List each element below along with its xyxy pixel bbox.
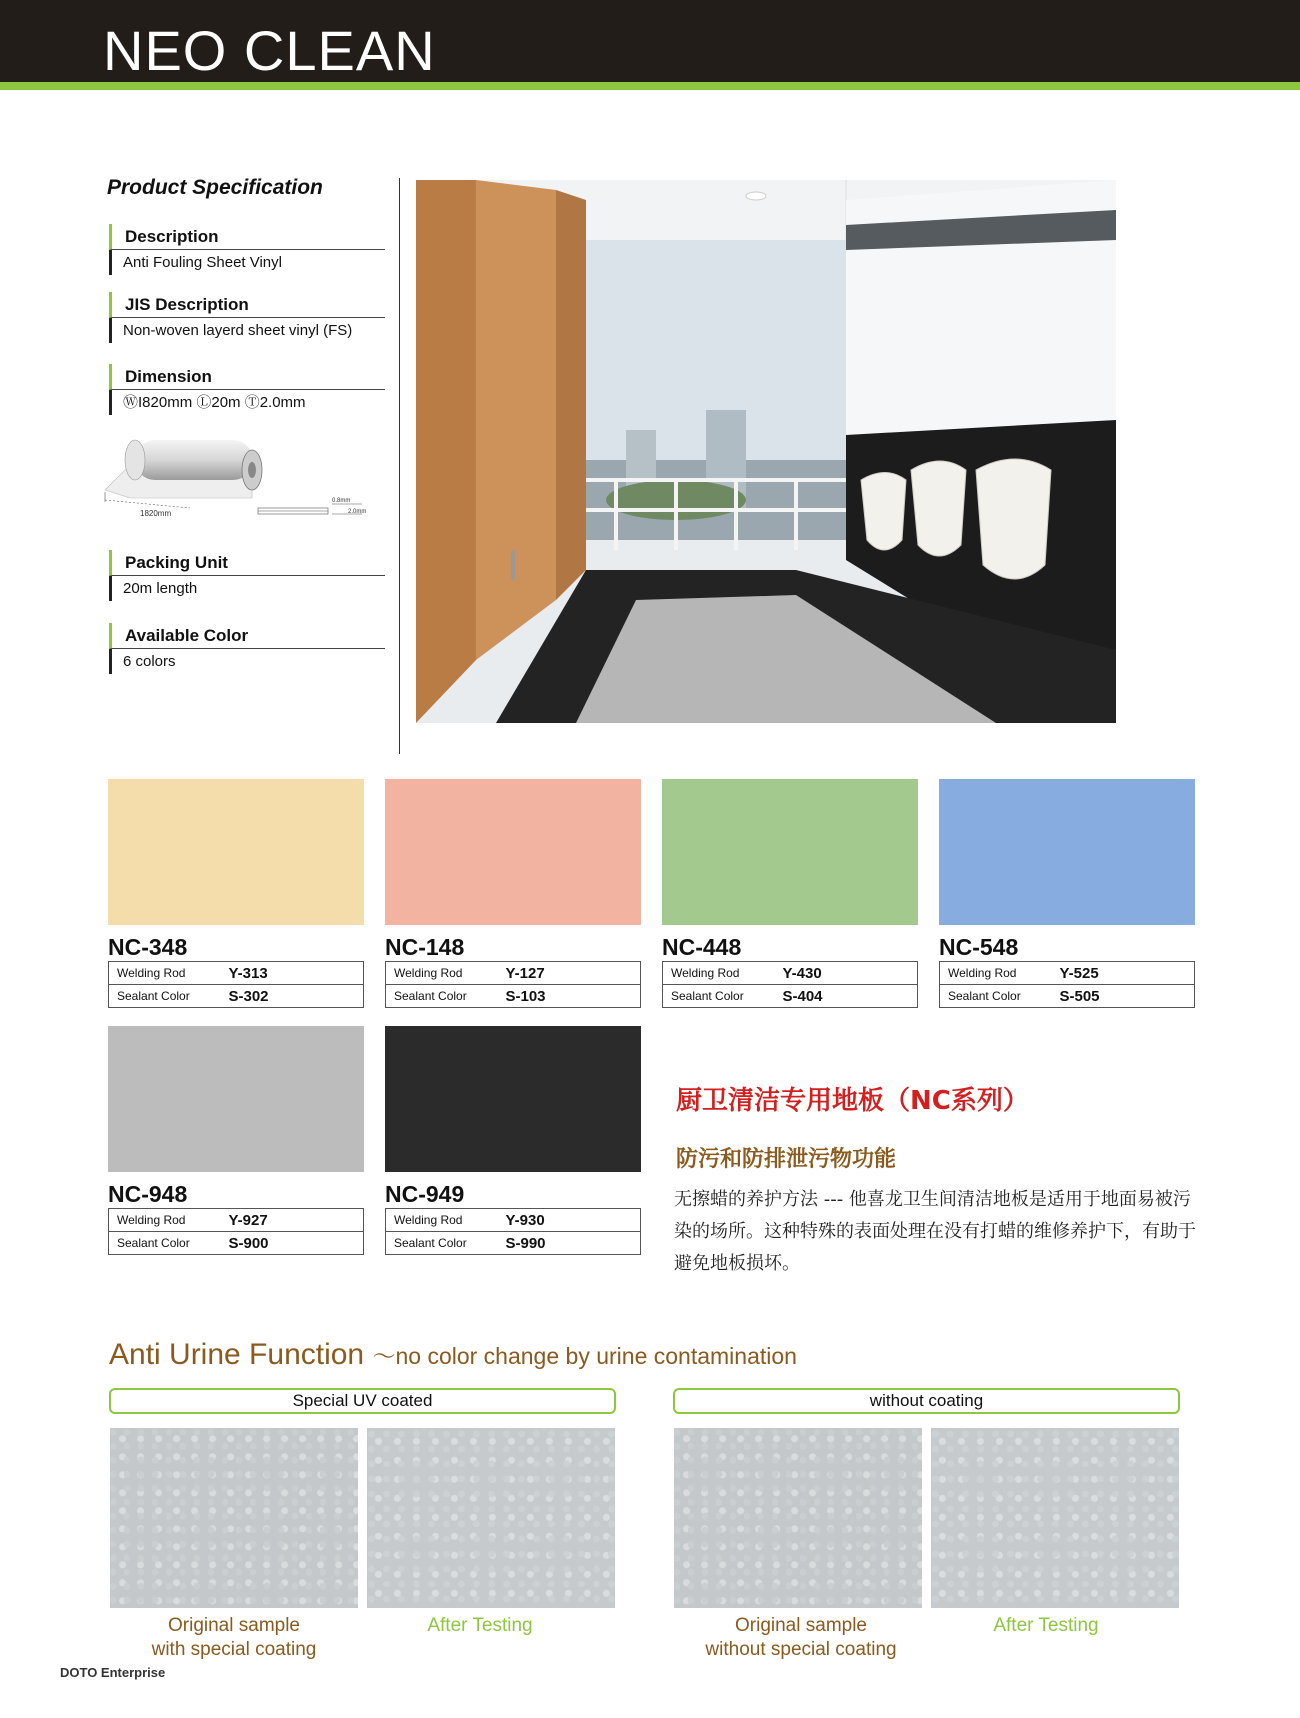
spec-value: 6 colors	[109, 649, 385, 674]
product-code: NC-548	[939, 934, 1019, 960]
group-label-coated: Special UV coated	[109, 1388, 616, 1414]
rod-label: Welding Rod	[109, 962, 219, 985]
spec-value: 20m length	[109, 576, 385, 601]
spec-label: Dimension	[109, 364, 385, 390]
spec-dimension	[109, 364, 385, 415]
caption-line: with special coating	[151, 1639, 317, 1660]
swatch-card-nc148	[385, 779, 641, 1008]
header-stripe	[0, 82, 1300, 90]
product-code: NC-348	[108, 934, 188, 960]
spec-value: Non-woven layerd sheet vinyl (FS)	[109, 318, 385, 343]
swatch-spec-table	[385, 961, 641, 1008]
spec-title: Product Specification	[107, 176, 323, 199]
rod-label: Welding Rod	[663, 962, 773, 985]
spec-label: Packing Unit	[109, 550, 385, 576]
anti-urine-title: Anti Urine Function	[109, 1338, 365, 1371]
anti-urine-subtitle: ～no color change by urine contamination	[372, 1343, 797, 1369]
swatch-spec-table	[108, 961, 364, 1008]
swatch-card-nc548	[939, 779, 1195, 1008]
roll-diagram-icon	[100, 428, 400, 528]
swatch-card-nc948	[108, 1026, 364, 1255]
sealant-value: S-302	[219, 985, 364, 1008]
rod-value: Y-525	[1050, 962, 1195, 985]
layer-label: 0.8mm	[332, 498, 351, 504]
restroom-photo	[416, 180, 1116, 723]
divider	[399, 178, 400, 754]
spec-value: Anti Fouling Sheet Vinyl	[109, 250, 385, 275]
spec-color	[109, 623, 385, 674]
spec-label: Available Color	[109, 623, 385, 649]
page-title: NEO CLEAN	[103, 19, 436, 82]
swatch-card-nc348	[108, 779, 364, 1008]
rod-label: Welding Rod	[109, 1209, 219, 1232]
caption-line: without special coating	[705, 1639, 897, 1660]
spec-value: ⓌI820mm Ⓛ20m Ⓣ2.0mm	[109, 390, 385, 415]
anti-urine-heading	[109, 1338, 797, 1372]
color-swatch	[108, 779, 364, 925]
cn-title: 厨卫清洁专用地板（NC系列）	[676, 1086, 1029, 1116]
swatch-spec-table	[939, 961, 1195, 1008]
swatch-spec-table	[385, 1208, 641, 1255]
sealant-label: Sealant Color	[940, 985, 1050, 1008]
rod-value: Y-927	[219, 1209, 364, 1232]
sealant-label: Sealant Color	[109, 1232, 219, 1255]
color-swatch	[108, 1026, 364, 1172]
color-swatch	[939, 779, 1195, 925]
rod-label: Welding Rod	[386, 1209, 496, 1232]
sealant-label: Sealant Color	[386, 985, 496, 1008]
cn-subtitle: 防污和防排泄污物功能	[676, 1147, 897, 1172]
product-code: NC-148	[385, 934, 465, 960]
cn-body: 无擦蜡的养护方法 --- 他喜龙卫生间清洁地板是适用于地面易被污染的场所。这种特殊的表面处理在没有打蜡的维修养护下，有助于避免地板损坏。	[674, 1189, 1196, 1274]
color-swatch	[662, 779, 918, 925]
sealant-value: S-103	[496, 985, 641, 1008]
group-label-uncoated: without coating	[673, 1388, 1180, 1414]
rod-label: Welding Rod	[386, 962, 496, 985]
sealant-value: S-404	[773, 985, 918, 1008]
rod-value: Y-127	[496, 962, 641, 985]
caption-coated-original	[110, 1614, 358, 1662]
swatch-card-nc448	[662, 779, 918, 1008]
product-code: NC-949	[385, 1181, 465, 1207]
rod-value: Y-930	[496, 1209, 641, 1232]
roll-width-label: 1820mm	[140, 509, 172, 518]
sealant-label: Sealant Color	[386, 1232, 496, 1255]
caption-after-testing: After Testing	[993, 1615, 1099, 1636]
rod-label: Welding Rod	[940, 962, 1050, 985]
swatch-card-nc949	[385, 1026, 641, 1255]
caption-after-testing: After Testing	[427, 1615, 533, 1636]
sealant-value: S-900	[219, 1232, 364, 1255]
company-name: DOTO Enterprise	[60, 1665, 166, 1680]
sealant-value: S-990	[496, 1232, 641, 1255]
product-code: NC-948	[108, 1181, 188, 1207]
sample-uncoated-after	[931, 1428, 1179, 1608]
spec-description	[109, 224, 385, 275]
spec-packing	[109, 550, 385, 601]
swatch-spec-table	[662, 961, 918, 1008]
sample-coated-after	[367, 1428, 615, 1608]
color-swatch	[385, 1026, 641, 1172]
sample-coated-original	[110, 1428, 358, 1608]
caption-line: Original sample	[168, 1615, 300, 1636]
sealant-value: S-505	[1050, 985, 1195, 1008]
rod-value: Y-430	[773, 962, 918, 985]
sealant-label: Sealant Color	[663, 985, 773, 1008]
caption-uncoated-original	[677, 1614, 925, 1662]
caption-line: Original sample	[735, 1615, 867, 1636]
spec-label: Description	[109, 224, 385, 250]
sealant-label: Sealant Color	[109, 985, 219, 1008]
thickness-label: 2.0mm	[348, 509, 367, 515]
sample-uncoated-original	[674, 1428, 922, 1608]
spec-label: JIS Description	[109, 292, 385, 318]
swatch-spec-table	[108, 1208, 364, 1255]
spec-jis	[109, 292, 385, 343]
product-code: NC-448	[662, 934, 742, 960]
color-swatch	[385, 779, 641, 925]
rod-value: Y-313	[219, 962, 364, 985]
